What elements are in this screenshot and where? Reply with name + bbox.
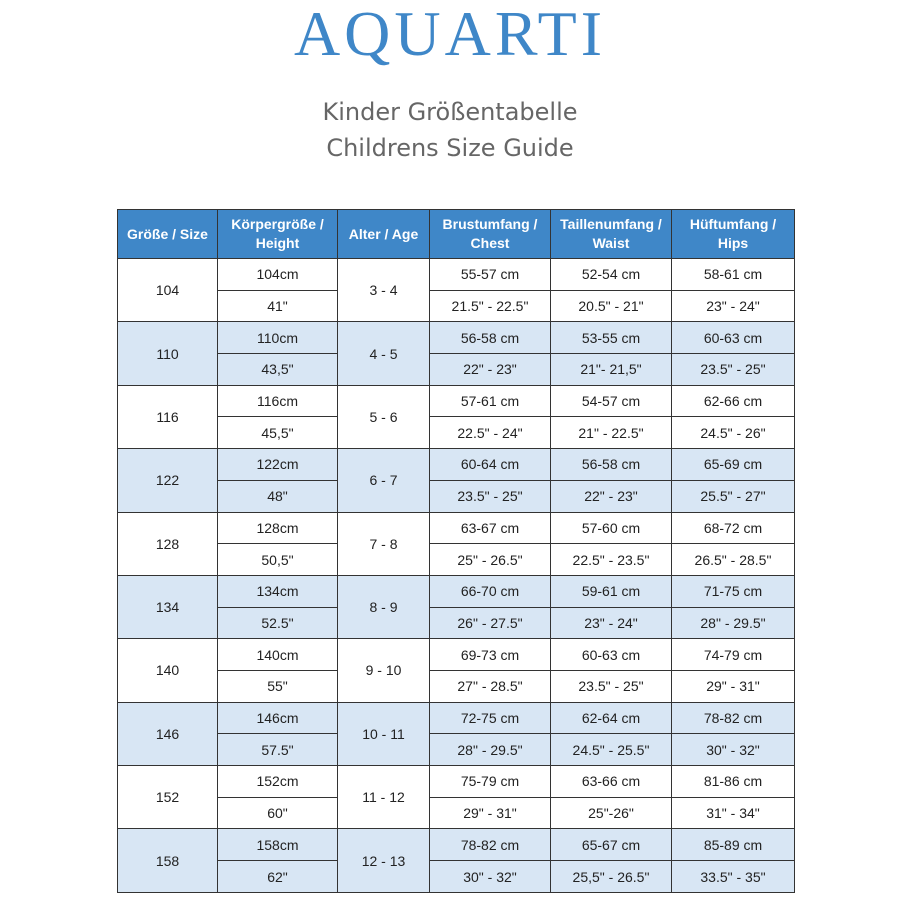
table-row-imperial — [118, 734, 795, 766]
hips-in-cell: 33.5" - 35" — [672, 861, 795, 893]
hips-cm-cell: 74-79 cm — [672, 639, 795, 671]
height-cm-cell: 122cm — [218, 449, 338, 481]
height-in-cell: 50,5" — [218, 544, 338, 576]
table-row — [118, 639, 795, 671]
waist-cm-cell: 52-54 cm — [551, 259, 672, 291]
title-english: Childrens Size Guide — [326, 134, 574, 162]
table-row — [118, 385, 795, 417]
size-table — [117, 209, 795, 893]
height-in-cell: 55" — [218, 670, 338, 702]
height-cm-cell: 152cm — [218, 766, 338, 798]
waist-in-cell: 23" - 24" — [551, 607, 672, 639]
table-row — [118, 575, 795, 607]
header-hips: Hüftumfang / Hips — [672, 210, 795, 259]
size-cell: 134 — [118, 575, 218, 638]
height-in-cell: 45,5" — [218, 417, 338, 449]
chest-in-cell: 27" - 28.5" — [430, 670, 551, 702]
chest-in-cell: 23.5" - 25" — [430, 480, 551, 512]
waist-in-cell: 21"- 21,5" — [551, 354, 672, 386]
size-cell: 128 — [118, 512, 218, 575]
waist-cm-cell: 62-64 cm — [551, 702, 672, 734]
waist-cm-cell: 60-63 cm — [551, 639, 672, 671]
height-cm-cell: 158cm — [218, 829, 338, 861]
header-chest: Brustumfang / Chest — [430, 210, 551, 259]
waist-cm-cell: 53-55 cm — [551, 322, 672, 354]
table-row — [118, 702, 795, 734]
chest-in-cell: 30" - 32" — [430, 861, 551, 893]
height-cm-cell: 146cm — [218, 702, 338, 734]
chest-cm-cell: 60-64 cm — [430, 449, 551, 481]
chest-in-cell: 29" - 31" — [430, 797, 551, 829]
hips-cm-cell: 60-63 cm — [672, 322, 795, 354]
header-row — [118, 210, 795, 259]
height-in-cell: 60" — [218, 797, 338, 829]
table-row-imperial — [118, 861, 795, 893]
waist-in-cell: 20.5" - 21" — [551, 290, 672, 322]
waist-cm-cell: 59-61 cm — [551, 575, 672, 607]
height-in-cell: 43,5" — [218, 354, 338, 386]
hips-in-cell: 25.5" - 27" — [672, 480, 795, 512]
chest-in-cell: 28" - 29.5" — [430, 734, 551, 766]
table-row-imperial — [118, 607, 795, 639]
waist-cm-cell: 65-67 cm — [551, 829, 672, 861]
table-row-imperial — [118, 417, 795, 449]
height-cm-cell: 134cm — [218, 575, 338, 607]
hips-cm-cell: 81-86 cm — [672, 766, 795, 798]
height-in-cell: 48" — [218, 480, 338, 512]
hips-in-cell: 31" - 34" — [672, 797, 795, 829]
waist-in-cell: 23.5" - 25" — [551, 670, 672, 702]
hips-in-cell: 23" - 24" — [672, 290, 795, 322]
hips-cm-cell: 58-61 cm — [672, 259, 795, 291]
height-cm-cell: 128cm — [218, 512, 338, 544]
table-row-imperial — [118, 797, 795, 829]
chest-cm-cell: 78-82 cm — [430, 829, 551, 861]
table-row-imperial — [118, 670, 795, 702]
size-cell: 140 — [118, 639, 218, 702]
age-cell: 6 - 7 — [338, 449, 430, 512]
chest-in-cell: 25" - 26.5" — [430, 544, 551, 576]
chest-cm-cell: 72-75 cm — [430, 702, 551, 734]
size-cell: 110 — [118, 322, 218, 385]
chest-in-cell: 22" - 23" — [430, 354, 551, 386]
size-cell: 152 — [118, 766, 218, 829]
chest-cm-cell: 66-70 cm — [430, 575, 551, 607]
hips-cm-cell: 62-66 cm — [672, 385, 795, 417]
hips-in-cell: 29" - 31" — [672, 670, 795, 702]
chest-cm-cell: 69-73 cm — [430, 639, 551, 671]
size-cell: 122 — [118, 449, 218, 512]
age-cell: 8 - 9 — [338, 575, 430, 638]
hips-cm-cell: 71-75 cm — [672, 575, 795, 607]
age-cell: 10 - 11 — [338, 702, 430, 765]
hips-in-cell: 23.5" - 25" — [672, 354, 795, 386]
chest-cm-cell: 57-61 cm — [430, 385, 551, 417]
table-row-imperial — [118, 290, 795, 322]
waist-cm-cell: 63-66 cm — [551, 766, 672, 798]
height-in-cell: 57.5" — [218, 734, 338, 766]
chest-cm-cell: 55-57 cm — [430, 259, 551, 291]
size-cell: 146 — [118, 702, 218, 765]
chest-cm-cell: 56-58 cm — [430, 322, 551, 354]
age-cell: 12 - 13 — [338, 829, 430, 893]
table-row-imperial — [118, 354, 795, 386]
table-row-imperial — [118, 544, 795, 576]
hips-in-cell: 30" - 32" — [672, 734, 795, 766]
table-row — [118, 449, 795, 481]
waist-in-cell: 24.5" - 25.5" — [551, 734, 672, 766]
waist-cm-cell: 57-60 cm — [551, 512, 672, 544]
height-cm-cell: 110cm — [218, 322, 338, 354]
chest-in-cell: 26" - 27.5" — [430, 607, 551, 639]
header-height: Körpergröße / Height — [218, 210, 338, 259]
age-cell: 3 - 4 — [338, 259, 430, 322]
waist-in-cell: 25,5" - 26.5" — [551, 861, 672, 893]
table-row — [118, 259, 795, 291]
height-in-cell: 41" — [218, 290, 338, 322]
waist-in-cell: 22.5" - 23.5" — [551, 544, 672, 576]
waist-in-cell: 22" - 23" — [551, 480, 672, 512]
waist-cm-cell: 56-58 cm — [551, 449, 672, 481]
height-in-cell: 52.5" — [218, 607, 338, 639]
table-row — [118, 512, 795, 544]
age-cell: 11 - 12 — [338, 766, 430, 829]
waist-in-cell: 21" - 22.5" — [551, 417, 672, 449]
brand-logo: AQUARTI — [293, 0, 607, 69]
header-size: Größe / Size — [118, 210, 218, 259]
table-row — [118, 766, 795, 798]
waist-cm-cell: 54-57 cm — [551, 385, 672, 417]
size-cell: 104 — [118, 259, 218, 322]
size-cell: 158 — [118, 829, 218, 893]
hips-in-cell: 26.5" - 28.5" — [672, 544, 795, 576]
title-german: Kinder Größentabelle — [322, 98, 578, 126]
height-cm-cell: 116cm — [218, 385, 338, 417]
chest-in-cell: 21.5" - 22.5" — [430, 290, 551, 322]
hips-in-cell: 24.5" - 26" — [672, 417, 795, 449]
hips-cm-cell: 65-69 cm — [672, 449, 795, 481]
chest-cm-cell: 63-67 cm — [430, 512, 551, 544]
hips-cm-cell: 78-82 cm — [672, 702, 795, 734]
height-in-cell: 62" — [218, 861, 338, 893]
table-row — [118, 829, 795, 861]
age-cell: 9 - 10 — [338, 639, 430, 702]
height-cm-cell: 140cm — [218, 639, 338, 671]
waist-in-cell: 25"-26" — [551, 797, 672, 829]
hips-cm-cell: 68-72 cm — [672, 512, 795, 544]
age-cell: 5 - 6 — [338, 385, 430, 448]
header-age: Alter / Age — [338, 210, 430, 259]
size-cell: 116 — [118, 385, 218, 448]
height-cm-cell: 104cm — [218, 259, 338, 291]
hips-in-cell: 28" - 29.5" — [672, 607, 795, 639]
header-waist: Taillenumfang / Waist — [551, 210, 672, 259]
chest-in-cell: 22.5" - 24" — [430, 417, 551, 449]
table-row-imperial — [118, 480, 795, 512]
table-row — [118, 322, 795, 354]
hips-cm-cell: 85-89 cm — [672, 829, 795, 861]
age-cell: 7 - 8 — [338, 512, 430, 575]
age-cell: 4 - 5 — [338, 322, 430, 385]
chest-cm-cell: 75-79 cm — [430, 766, 551, 798]
